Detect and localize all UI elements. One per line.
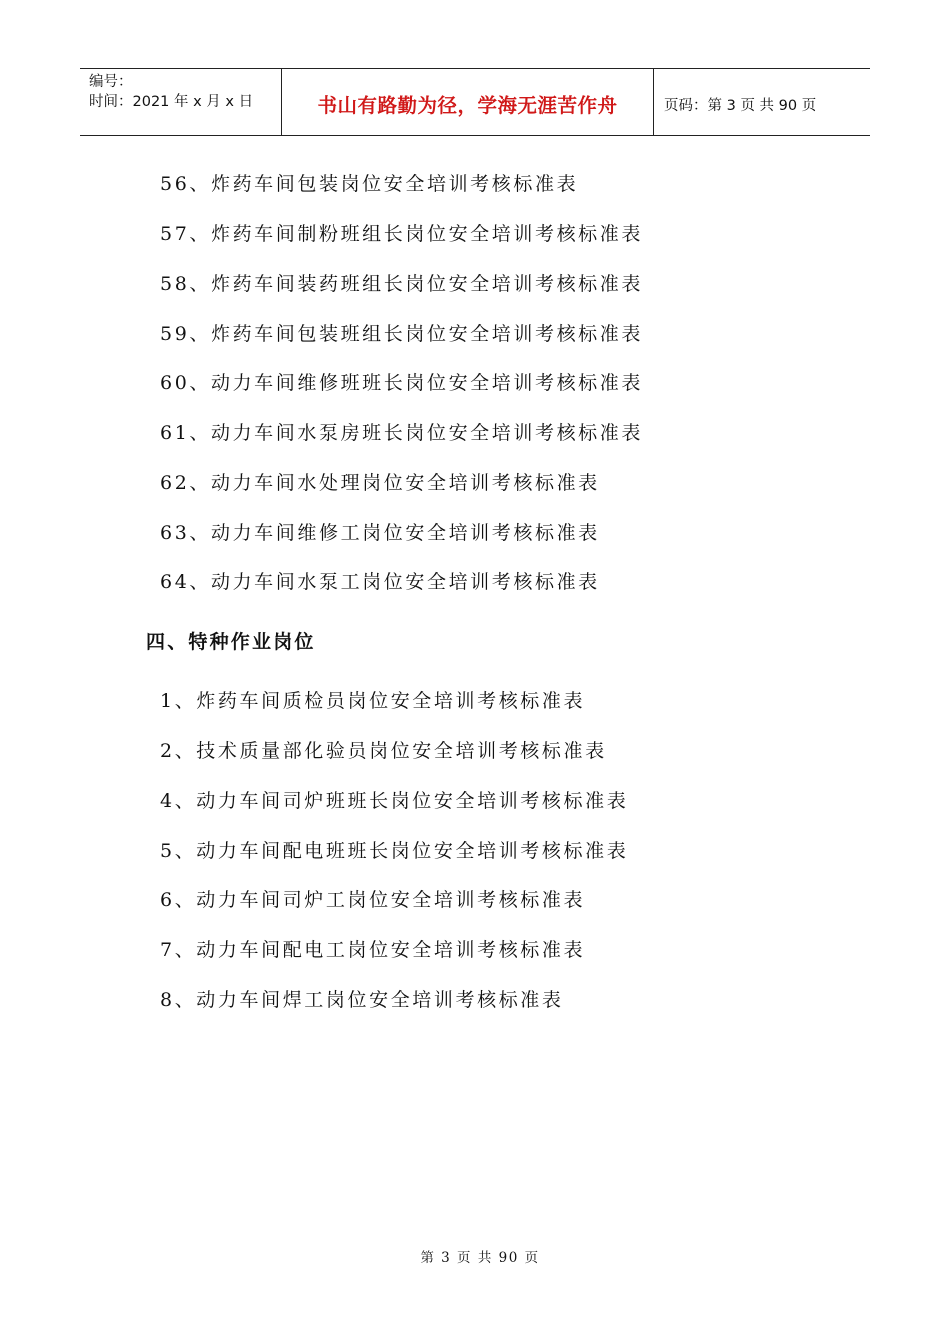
- section-heading: 四、特种作业岗位: [146, 631, 316, 653]
- header-motto: 书山有路勤为径，学海无涯苦作舟: [282, 69, 654, 135]
- date-label: 时间：2021 年 x 月 x 日: [89, 94, 254, 110]
- list-item: 4、动力车间司炉班班长岗位安全培训考核标准表: [160, 790, 629, 812]
- list-item: 60、动力车间维修班班长岗位安全培训考核标准表: [160, 372, 643, 394]
- header-page-info: 页码：第 3 页 共 90 页: [664, 97, 817, 114]
- list-item: 2、技术质量部化验员岗位安全培训考核标准表: [160, 740, 607, 762]
- list-item: 63、动力车间维修工岗位安全培训考核标准表: [160, 522, 600, 544]
- list-item: 5、动力车间配电班班长岗位安全培训考核标准表: [160, 840, 629, 862]
- page-header: [80, 68, 870, 136]
- list-item: 62、动力车间水处理岗位安全培训考核标准表: [160, 472, 600, 494]
- list-item: 58、炸药车间装药班组长岗位安全培训考核标准表: [160, 273, 643, 295]
- list-item: 59、炸药车间包装班组长岗位安全培训考核标准表: [160, 323, 643, 345]
- list-item: 8、动力车间焊工岗位安全培训考核标准表: [160, 989, 564, 1011]
- page-footer: 第 3 页 共 90 页: [420, 1250, 540, 1266]
- list-item: 1、炸药车间质检员岗位安全培训考核标准表: [160, 690, 586, 712]
- code-label: 编号：: [89, 74, 133, 90]
- list-item: 57、炸药车间制粉班组长岗位安全培训考核标准表: [160, 223, 643, 245]
- list-item: 64、动力车间水泵工岗位安全培训考核标准表: [160, 571, 600, 593]
- list-item: 56、炸药车间包装岗位安全培训考核标准表: [160, 173, 579, 195]
- header-meta: [80, 69, 282, 135]
- list-item: 6、动力车间司炉工岗位安全培训考核标准表: [160, 889, 586, 911]
- list-item: 7、动力车间配电工岗位安全培训考核标准表: [160, 939, 586, 961]
- list-item: 61、动力车间水泵房班长岗位安全培训考核标准表: [160, 422, 643, 444]
